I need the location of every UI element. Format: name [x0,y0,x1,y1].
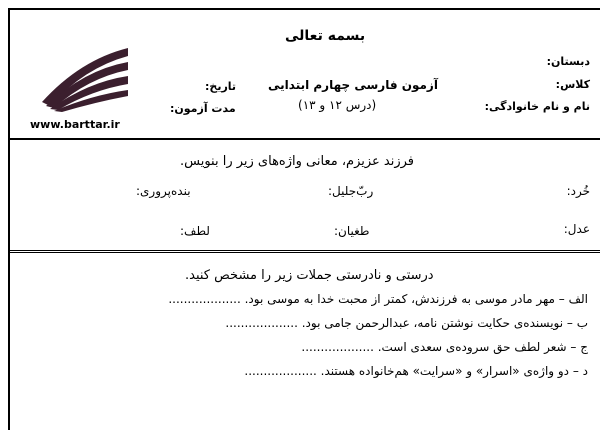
word-khord: خُرد: [566,184,590,198]
school-label: دبستان: [546,55,590,68]
true-false-item-a: الف – مهر مادر موسی به فرزندش، کمتر از محبت خدا به موسی بود. ................... [168,292,588,306]
section2-prompt: درستی و نادرستی جملات زیر را مشخص کنید. [185,268,434,283]
exam-title: آزمون فارسی چهارم ابتدایی [268,78,438,92]
word-rabb-jalil: ربّ‌جلیل: [328,184,374,198]
website-link[interactable]: www.barttar.ir [30,118,120,131]
duration-label: مدت آزمون: [170,102,236,115]
word-bandeh-parvari: بنده‌پروری: [136,184,191,198]
word-adl: عدل: [563,222,590,236]
lessons-subtitle: (درس ۱۲ و ۱۳) [298,98,377,112]
true-false-item-b: ب – نویسنده‌ی حکایت نوشتن نامه، عبدالرحمن جامی بود. ................... [225,316,588,330]
true-false-item-d: د – دو واژه‌ی «اسرار» و «سرایت» هم‌خانواده هستند. ................... [244,364,588,378]
true-false-item-c: ج – شعر لطف حق سروده‌ی سعدی است. ................... [301,340,588,354]
word-toghyan: طغیان: [334,224,370,238]
name-label: نام و نام خانوادگی: [484,100,590,113]
barttar-logo [40,40,130,112]
date-label: تاریخ: [205,80,237,93]
header-divider [10,138,600,140]
word-lotf: لطف: [180,224,210,238]
section1-prompt: فرزند عزیزم، معانی واژه‌های زیر را بنویس. [180,154,415,169]
page-title: بسمه تعالی [285,28,366,44]
class-label: کلاس: [555,78,590,91]
section-divider [10,250,600,253]
